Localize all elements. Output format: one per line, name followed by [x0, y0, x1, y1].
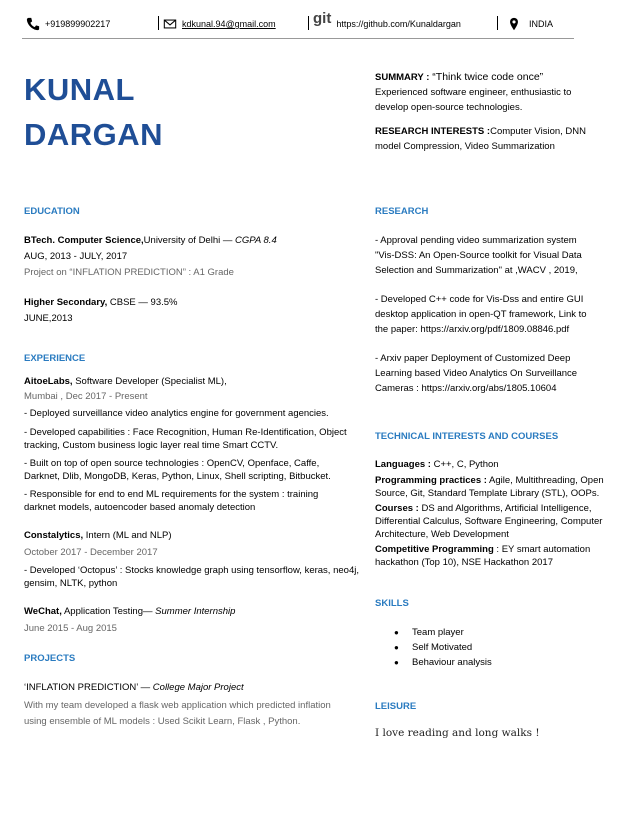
leisure-heading: LEISURE	[375, 701, 417, 712]
technical-section	[375, 457, 625, 569]
projects-heading: PROJECTS	[24, 653, 76, 664]
aitoe-bullet-2-line-2: tracking, Custom business logic layer real time Smart CCTV.	[24, 440, 279, 451]
aitoe-company: AitoeLabs,	[24, 376, 73, 387]
header-divider	[308, 16, 309, 30]
wechat-company: WeChat,	[24, 606, 62, 617]
aitoe-bullet-2-line-1: - Developed capabilities : Face Recognition, Human Re-Identification, Object	[24, 427, 347, 438]
skill-item: ● Self Motivated	[375, 640, 615, 655]
header-divider	[497, 16, 498, 30]
name-last: DARGAN	[24, 117, 164, 152]
location-text: INDIA	[529, 19, 554, 29]
research-interests-block	[375, 124, 620, 154]
education-heading: EDUCATION	[24, 206, 80, 217]
project-subtitle: College Major Project	[152, 682, 244, 693]
research-item-3	[375, 351, 620, 396]
research-item-2-line-1: - Developed C++ code for Vis-Dss and entire GUI	[375, 294, 584, 305]
education-section	[24, 233, 344, 327]
project-title: ‘INFLATION PREDICTION’ —	[24, 682, 153, 693]
aitoe-bullet-2	[24, 426, 364, 452]
research-interests-text-2: model Compression, Video Summarization	[375, 141, 555, 152]
research-interests-text-1: Computer Vision, DNN	[490, 126, 586, 137]
research-section	[375, 233, 620, 396]
skills-section	[375, 625, 615, 670]
projects-section	[24, 680, 364, 730]
phone-number: +919899902217	[45, 19, 111, 29]
experience-section	[24, 374, 364, 636]
location-contact	[507, 14, 553, 34]
phone-icon	[26, 17, 40, 31]
courses-value-2: Differential Calculus, Software Engineering, Computer	[375, 516, 603, 527]
skill-item: ● Behaviour analysis	[375, 655, 615, 670]
name-first: KUNAL	[24, 72, 135, 107]
research-item-1	[375, 233, 620, 278]
btech-dates: AUG, 2013 - JULY, 2017	[24, 251, 128, 262]
aitoe-bullet-3-line-2: Darknet, Dlib, MongoDB, Keras, Python, Linux, Shell scripting, Bitbucket.	[24, 471, 331, 482]
wechat-type: Summer Internship	[155, 606, 236, 617]
programming-value-2: Source, Git, Standard Template Library (STL), OOPs.	[375, 488, 600, 499]
project-desc-2: using ensemble of ML models : Used Scikit Learn, Flask , Python.	[24, 716, 301, 727]
summary-quote: “Think twice code once”	[429, 71, 544, 83]
aitoe-bullet-3-line-1: - Built on top of open source technologies : OpenCV, Openface, Caffe,	[24, 458, 320, 469]
hs-title: Higher Secondary,	[24, 297, 108, 308]
phone-contact	[26, 14, 110, 34]
mail-icon	[163, 17, 177, 31]
aitoe-location: Mumbai , Dec 2017 - Present	[24, 391, 148, 402]
location-pin-icon	[507, 17, 521, 31]
header-divider	[158, 16, 159, 30]
btech-cgpa: CGPA 8.4	[235, 235, 277, 246]
languages-label: Languages :	[375, 459, 431, 470]
leisure-text: I love reading and long walks !	[375, 727, 540, 739]
research-item-2-line-3: the paper: https://arxiv.org/pdf/1809.08846.pdf	[375, 324, 570, 335]
constalytics-bullet-line-2: gensim, NLTK, python	[24, 578, 118, 589]
aitoe-bullet-4-line-1: - Responsible for end to end ML requirements for the system : training	[24, 489, 319, 500]
wechat-role: Application Testing—	[61, 606, 156, 617]
aitoe-bullet-3	[24, 457, 364, 483]
summary-block	[375, 70, 615, 115]
project-desc-1: With my team developed a flask web application which predicted inflation	[24, 700, 331, 711]
research-item-2	[375, 292, 620, 337]
technical-heading: TECHNICAL INTERESTS AND COURSES	[375, 431, 559, 442]
research-item-1-line-1: - Approval pending video summarization system	[375, 235, 577, 246]
constalytics-company: Constalytics,	[24, 530, 84, 541]
research-item-3-line-2: Learning based Video Analytics On Surveillance	[375, 368, 578, 379]
email-link[interactable]: kdkunal.94@gmail.com	[182, 19, 276, 29]
skill-item: ● Team player	[375, 625, 615, 640]
courses-value-3: Architecture, Web Development	[375, 529, 509, 540]
competitive-label: Competitive Programming	[375, 544, 494, 555]
hs-rest: CBSE — 93.5%	[107, 297, 178, 308]
research-item-1-line-2: "Vis-DSS: An Open-Source toolkit for Visual Data	[375, 250, 582, 261]
wechat-dates: June 2015 - Aug 2015	[24, 623, 117, 634]
programming-value-1: Agile, Multithreading, Open	[486, 475, 604, 486]
hs-date: JUNE,2013	[24, 313, 73, 324]
languages-value: C++, C, Python	[430, 459, 499, 470]
research-interests-label: RESEARCH INTERESTS :	[375, 126, 491, 137]
competitive-value-1: : EY smart automation	[493, 544, 591, 555]
git-logo: git	[313, 9, 332, 27]
summary-text-2: develop open-source technologies.	[375, 102, 523, 113]
header-rule	[22, 38, 574, 39]
research-item-3-line-3: Cameras : https://arxiv.org/abs/1805.10604	[375, 383, 557, 394]
btech-degree: BTech. Computer Science,	[24, 235, 144, 246]
research-item-1-line-3: Selection and Summarization" at ,WACV , 2019,	[375, 265, 578, 276]
courses-value-1: DS and Algorithms, Artificial Intelligence,	[418, 503, 592, 514]
constalytics-bullet-1	[24, 564, 364, 590]
summary-text-1: Experienced software engineer, enthusiastic to	[375, 87, 572, 98]
competitive-value-2: hackathon (Top 10), NSE Hackathon 2017	[375, 557, 553, 568]
constalytics-dates: October 2017 - December 2017	[24, 547, 158, 558]
aitoe-bullet-4-line-2: darknet models, autoencoder based anomaly detection	[24, 502, 256, 513]
skills-heading: SKILLS	[375, 598, 409, 609]
email-contact[interactable]	[163, 14, 276, 34]
research-heading: RESEARCH	[375, 206, 429, 217]
aitoe-role: Software Developer (Specialist ML),	[72, 376, 227, 387]
skills-list	[375, 625, 615, 670]
btech-school: University of Delhi —	[143, 235, 236, 246]
github-link[interactable]: https://github.com/Kunaldargan	[336, 19, 461, 29]
experience-heading: EXPERIENCE	[24, 353, 86, 364]
summary-label: SUMMARY :	[375, 72, 430, 83]
research-item-3-line-1: - Arxiv paper Deployment of Customized Deep	[375, 353, 571, 364]
aitoe-bullet-4	[24, 488, 364, 514]
constalytics-role: Intern (ML and NLP)	[83, 530, 172, 541]
research-item-2-line-2: desktop application in open-QT framework, Link to	[375, 309, 587, 320]
btech-project: Project on “INFLATION PREDICTION” : A1 Grade	[24, 267, 234, 278]
github-contact[interactable]	[313, 10, 461, 30]
constalytics-bullet-line-1: - Developed ‘Octopus’ : Stocks knowledge graph using tensorflow, keras, neo4j,	[24, 565, 359, 576]
courses-label: Courses :	[375, 503, 419, 514]
programming-label: Programming practices :	[375, 475, 487, 486]
aitoe-bullet-1: - Deployed surveillance video analytics engine for government agencies.	[24, 408, 329, 419]
